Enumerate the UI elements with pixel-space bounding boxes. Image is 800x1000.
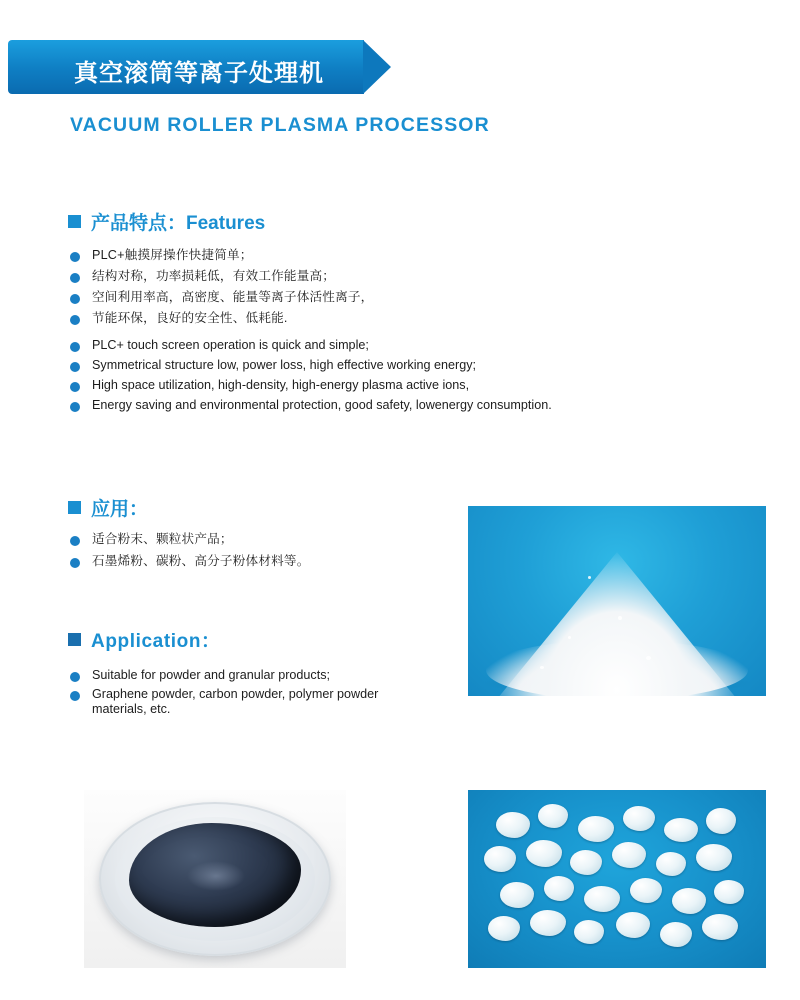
page-title-cn: 真空滚筒等离子处理机 <box>74 60 324 87</box>
powder-highlight <box>187 861 245 891</box>
list-item-label: PLC+触摸屏操作快捷简单； <box>92 248 253 262</box>
list-item-label: PLC+ touch screen operation is quick and simple; <box>92 338 369 352</box>
granule <box>570 850 602 875</box>
list-item-label: 石墨烯粉、碳粉、高分子粉体材料等。 <box>92 554 310 568</box>
powder-cone <box>492 552 742 696</box>
granule <box>623 806 655 831</box>
dark-powder-petri-dish-photo <box>84 790 346 968</box>
dot-bullet-icon <box>70 315 80 325</box>
apply-list-cn <box>70 532 450 576</box>
list-item-label: 结构对称，功率损耗低，有效工作能量高； <box>92 269 336 283</box>
list-item <box>70 248 550 263</box>
list-item <box>70 290 550 305</box>
section-heading-application-en <box>68 626 221 653</box>
powder-speck <box>540 666 544 669</box>
square-bullet-icon <box>68 215 81 228</box>
granule <box>706 808 736 834</box>
granule <box>612 842 646 868</box>
granule <box>526 840 562 867</box>
dot-bullet-icon <box>70 672 80 682</box>
dot-bullet-icon <box>70 536 80 546</box>
granule <box>500 882 534 908</box>
granule <box>660 922 692 947</box>
list-item <box>70 338 630 353</box>
dot-bullet-icon <box>70 252 80 262</box>
powder-speck <box>646 656 651 660</box>
page-title-en: VACUUM ROLLER PLASMA PROCESSOR <box>70 114 490 136</box>
section-heading-application-en-label: Application： <box>91 631 221 652</box>
granule <box>672 888 706 914</box>
granule <box>578 816 614 842</box>
translucent-plastic-granules-photo <box>468 790 766 968</box>
white-powder-pile-photo <box>468 506 766 696</box>
granule <box>656 852 686 876</box>
list-item-label: High space utilization, high-density, high-energy plasma active ions, <box>92 378 470 392</box>
square-bullet-icon <box>68 633 81 646</box>
list-item-label: 节能环保，良好的安全性、低耗能. <box>92 311 288 325</box>
granule <box>574 920 604 944</box>
list-item <box>70 358 630 373</box>
square-bullet-icon <box>68 501 81 514</box>
features-list-cn <box>70 248 550 332</box>
list-item <box>70 668 430 683</box>
section-heading-features-label: 产品特点：Features <box>91 213 266 234</box>
list-item-label: Suitable for powder and granular products; <box>92 668 331 682</box>
granule <box>630 878 662 903</box>
list-item-label: 空间利用率高，高密度、能量等离子体活性离子， <box>92 290 374 304</box>
dot-bullet-icon <box>70 382 80 392</box>
powder-speck <box>588 576 591 579</box>
list-item <box>70 398 630 413</box>
header-banner <box>8 40 364 94</box>
granule <box>538 804 568 828</box>
list-item-label: 适合粉末、颗粒状产品； <box>92 532 233 546</box>
list-item-label: Energy saving and environmental protection, good safety, lowenergy consumption. <box>92 398 552 412</box>
granule <box>664 818 698 842</box>
dot-bullet-icon <box>70 691 80 701</box>
dot-bullet-icon <box>70 402 80 412</box>
granule <box>714 880 744 904</box>
dot-bullet-icon <box>70 342 80 352</box>
dot-bullet-icon <box>70 362 80 372</box>
section-heading-apply-cn-label: 应用： <box>91 499 149 520</box>
granule <box>696 844 732 871</box>
dot-bullet-icon <box>70 294 80 304</box>
granule <box>496 812 530 838</box>
list-item <box>70 687 430 717</box>
section-heading-apply-cn <box>68 494 148 521</box>
granule <box>530 910 566 936</box>
dot-bullet-icon <box>70 273 80 283</box>
list-item <box>70 269 550 284</box>
list-item <box>70 378 630 393</box>
granule <box>584 886 620 912</box>
dot-bullet-icon <box>70 558 80 568</box>
powder-speck <box>568 636 571 639</box>
list-item <box>70 311 550 326</box>
powder-speck <box>618 616 622 620</box>
granule <box>488 916 520 941</box>
granule <box>544 876 574 901</box>
list-item <box>70 532 450 547</box>
features-list-en <box>70 338 630 418</box>
list-item-label: Graphene powder, carbon powder, polymer powder materials, etc. <box>92 687 379 716</box>
granule <box>702 914 738 940</box>
granule <box>484 846 516 872</box>
list-item-label: Symmetrical structure low, power loss, high effective working energy; <box>92 358 477 372</box>
application-list-en <box>70 668 430 721</box>
section-heading-features <box>68 208 265 235</box>
granule <box>616 912 650 938</box>
list-item <box>70 554 450 569</box>
